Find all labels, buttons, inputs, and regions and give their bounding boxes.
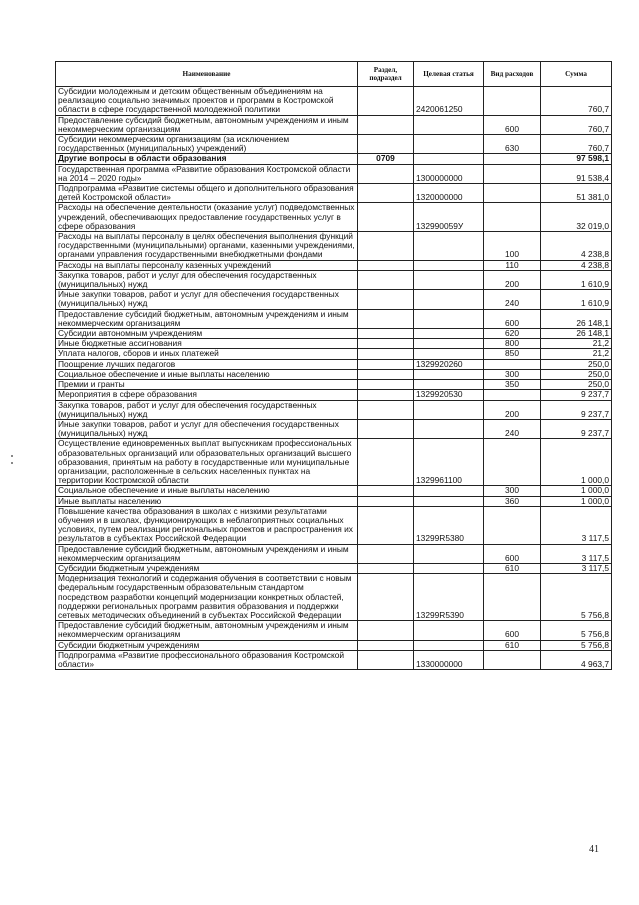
row-expense-type-cell: 800 (484, 339, 541, 349)
row-sum-cell: 4 238,8 (541, 232, 612, 261)
row-article-cell (414, 290, 484, 309)
table-row (56, 184, 612, 203)
row-expense-type-cell: 630 (484, 135, 541, 154)
row-section-cell (358, 164, 414, 183)
row-expense-type-cell (484, 87, 541, 116)
row-name-cell: Социальное обеспечение и иные выплаты населению (56, 369, 358, 379)
row-expense-type-cell: 240 (484, 290, 541, 309)
budget-table (55, 61, 612, 670)
row-name-cell: Иные бюджетные ассигнования (56, 339, 358, 349)
row-section-cell (358, 486, 414, 496)
row-expense-type-cell (484, 506, 541, 544)
row-sum-cell: 1 000,0 (541, 486, 612, 496)
row-article-cell (414, 621, 484, 640)
row-section-cell (358, 496, 414, 506)
table-row (56, 115, 612, 134)
row-name-cell: Иные выплаты населению (56, 496, 358, 506)
row-name-cell: Уплата налогов, сборов и иных платежей (56, 349, 358, 359)
row-name-cell: Иные закупки товаров, работ и услуг для обеспечения государственных (муниципальных) нужд (56, 290, 358, 309)
row-name-cell: Закупка товаров, работ и услуг для обеспечения государственных (муниципальных) нужд (56, 400, 358, 419)
budget-table-container (55, 61, 611, 670)
row-expense-type-cell: 240 (484, 419, 541, 438)
row-name-cell: Социальное обеспечение и иные выплаты населению (56, 486, 358, 496)
row-sum-cell: 51 381,0 (541, 184, 612, 203)
row-article-cell (414, 349, 484, 359)
row-expense-type-cell: 610 (484, 563, 541, 573)
row-expense-type-cell (484, 154, 541, 164)
row-section-cell (358, 544, 414, 563)
row-name-cell: Предоставление субсидий бюджетным, автономным учреждениям и иным некоммерческим организациям (56, 115, 358, 134)
row-name-cell: Государственная программа «Развитие образования Костромской области на 2014 – 2020 годы» (56, 164, 358, 183)
row-section-cell (358, 369, 414, 379)
row-sum-cell: 91 538,4 (541, 164, 612, 183)
page-number: 41 (589, 844, 599, 855)
table-row (56, 260, 612, 270)
row-sum-cell: 5 756,8 (541, 574, 612, 621)
row-sum-cell: 760,7 (541, 87, 612, 116)
table-row (56, 486, 612, 496)
table-row (56, 400, 612, 419)
row-section-cell (358, 329, 414, 339)
row-name-cell: Осуществление единовременных выплат выпускникам профессиональных образовательных организаций или образовательных организаций высшего образования, принятым на работу в государственные или муниципальные организации, расположенные в сельских населенных пунктах на территории Костромской области (56, 439, 358, 486)
row-article-cell: 132990059У (414, 203, 484, 232)
row-expense-type-cell (484, 650, 541, 669)
column-header-article: Целевая статья (414, 62, 484, 87)
row-article-cell (414, 115, 484, 134)
row-article-cell: 1300000000 (414, 164, 484, 183)
row-name-cell: Закупка товаров, работ и услуг для обеспечения государственных (муниципальных) нужд (56, 270, 358, 289)
row-expense-type-cell: 200 (484, 270, 541, 289)
column-header-section: Раздел, подраздел (358, 62, 414, 87)
table-row (56, 309, 612, 328)
row-article-cell (414, 369, 484, 379)
row-article-cell (414, 270, 484, 289)
row-section-cell (358, 232, 414, 261)
row-sum-cell: 1 000,0 (541, 496, 612, 506)
row-expense-type-cell: 110 (484, 260, 541, 270)
row-name-cell: Предоставление субсидий бюджетным, автономным учреждениям и иным некоммерческим организациям (56, 544, 358, 563)
row-section-cell (358, 309, 414, 328)
row-sum-cell: 3 117,5 (541, 506, 612, 544)
row-name-cell: Субсидии молодежным и детским общественным объединениям на реализацию социально значимых проектов и программ в Костромской области в сфере государственной молодежной политики (56, 87, 358, 116)
row-article-cell (414, 154, 484, 164)
row-sum-cell: 97 598,1 (541, 154, 612, 164)
row-section-cell (358, 400, 414, 419)
row-section-cell (358, 650, 414, 669)
row-sum-cell: 1 610,9 (541, 270, 612, 289)
row-article-cell (414, 329, 484, 339)
row-sum-cell: 250,0 (541, 369, 612, 379)
row-name-cell: Субсидии некоммерческим организациям (за исключением государственных (муниципальных) учреждений) (56, 135, 358, 154)
table-row (56, 154, 612, 164)
row-name-cell: Другие вопросы в области образования (56, 154, 358, 164)
row-name-cell: Расходы на обеспечение деятельности (оказание услуг) подведомственных учреждений, обеспечивающих предоставление государственных услуг в сфере образования (56, 203, 358, 232)
row-section-cell (358, 339, 414, 349)
row-name-cell: Подпрограмма «Развитие системы общего и дополнительного образования детей Костромской области» (56, 184, 358, 203)
row-name-cell: Расходы на выплаты персоналу казенных учреждений (56, 260, 358, 270)
row-article-cell: 1330000000 (414, 650, 484, 669)
row-name-cell: Подпрограмма «Развитие профессионального образования Костромской области» (56, 650, 358, 669)
margin-speck (11, 455, 13, 457)
row-article-cell (414, 544, 484, 563)
row-name-cell: Расходы на выплаты персоналу в целях обеспечения выполнения функций государственными (муниципальными) органами, казенными учреждениями, органами управления государственными внебюджетными фондами (56, 232, 358, 261)
table-row (56, 380, 612, 390)
table-row (56, 359, 612, 369)
row-expense-type-cell: 850 (484, 349, 541, 359)
row-expense-type-cell: 620 (484, 329, 541, 339)
row-article-cell (414, 419, 484, 438)
row-section-cell (358, 563, 414, 573)
row-sum-cell: 3 117,5 (541, 563, 612, 573)
table-row (56, 506, 612, 544)
row-article-cell (414, 496, 484, 506)
table-row (56, 349, 612, 359)
row-article-cell (414, 135, 484, 154)
row-expense-type-cell (484, 574, 541, 621)
row-section-cell (358, 260, 414, 270)
table-row (56, 232, 612, 261)
table-row (56, 650, 612, 669)
row-name-cell: Премии и гранты (56, 380, 358, 390)
row-sum-cell: 9 237,7 (541, 390, 612, 400)
row-article-cell: 1329961100 (414, 439, 484, 486)
row-sum-cell: 250,0 (541, 359, 612, 369)
table-row (56, 339, 612, 349)
row-expense-type-cell: 100 (484, 232, 541, 261)
table-row (56, 574, 612, 621)
table-row (56, 419, 612, 438)
row-sum-cell: 4 238,8 (541, 260, 612, 270)
table-row (56, 290, 612, 309)
row-expense-type-cell (484, 359, 541, 369)
row-section-cell (358, 203, 414, 232)
row-sum-cell: 760,7 (541, 135, 612, 154)
table-row (56, 164, 612, 183)
row-article-cell: 1329920260 (414, 359, 484, 369)
row-section-cell (358, 135, 414, 154)
table-body (56, 87, 612, 670)
row-expense-type-cell: 610 (484, 640, 541, 650)
row-sum-cell: 21,2 (541, 339, 612, 349)
row-section-cell (358, 506, 414, 544)
row-section-cell (358, 621, 414, 640)
table-row (56, 640, 612, 650)
row-name-cell: Субсидии бюджетным учреждениям (56, 563, 358, 573)
row-expense-type-cell: 600 (484, 309, 541, 328)
table-row (56, 563, 612, 573)
row-sum-cell: 5 756,8 (541, 621, 612, 640)
row-expense-type-cell: 200 (484, 400, 541, 419)
row-sum-cell: 1 000,0 (541, 439, 612, 486)
table-row (56, 544, 612, 563)
table-row (56, 369, 612, 379)
row-expense-type-cell: 300 (484, 369, 541, 379)
row-article-cell: 1320000000 (414, 184, 484, 203)
row-section-cell (358, 115, 414, 134)
row-expense-type-cell: 600 (484, 544, 541, 563)
row-name-cell: Поощрение лучших педагогов (56, 359, 358, 369)
row-expense-type-cell: 300 (484, 486, 541, 496)
row-section-cell (358, 380, 414, 390)
row-sum-cell: 3 117,5 (541, 544, 612, 563)
row-article-cell: 13299R5380 (414, 506, 484, 544)
row-section-cell (358, 184, 414, 203)
row-article-cell (414, 260, 484, 270)
row-article-cell (414, 563, 484, 573)
row-expense-type-cell: 600 (484, 115, 541, 134)
row-section-cell (358, 640, 414, 650)
row-article-cell: 2420061250 (414, 87, 484, 116)
row-sum-cell: 1 610,9 (541, 290, 612, 309)
table-row (56, 87, 612, 116)
row-sum-cell: 21,2 (541, 349, 612, 359)
row-section-cell (358, 270, 414, 289)
row-section-cell (358, 349, 414, 359)
row-section-cell (358, 574, 414, 621)
row-article-cell (414, 486, 484, 496)
row-article-cell (414, 380, 484, 390)
column-header-sum: Сумма (541, 62, 612, 87)
table-row (56, 135, 612, 154)
row-expense-type-cell: 600 (484, 621, 541, 640)
row-expense-type-cell (484, 203, 541, 232)
column-header-name: Наименование (56, 62, 358, 87)
row-section-cell (358, 439, 414, 486)
row-sum-cell: 9 237,7 (541, 419, 612, 438)
row-article-cell (414, 640, 484, 650)
table-row (56, 621, 612, 640)
row-expense-type-cell (484, 390, 541, 400)
row-sum-cell: 9 237,7 (541, 400, 612, 419)
row-sum-cell: 4 963,7 (541, 650, 612, 669)
table-row (56, 203, 612, 232)
row-expense-type-cell (484, 439, 541, 486)
row-expense-type-cell: 350 (484, 380, 541, 390)
row-name-cell: Повышение качества образования в школах с низкими результатами обучения и в школах, функционирующих в неблагоприятных социальных условиях, путем реализации региональных проектов и распространения их результатов в субъектах Российской Федерации (56, 506, 358, 544)
row-article-cell (414, 309, 484, 328)
row-expense-type-cell (484, 184, 541, 203)
row-sum-cell: 760,7 (541, 115, 612, 134)
row-sum-cell: 26 148,1 (541, 329, 612, 339)
column-header-expense-type: Вид расходов (484, 62, 541, 87)
table-row (56, 390, 612, 400)
row-article-cell (414, 400, 484, 419)
table-header-row (56, 62, 612, 87)
row-section-cell (358, 290, 414, 309)
row-name-cell: Предоставление субсидий бюджетным, автономным учреждениям и иным некоммерческим организациям (56, 621, 358, 640)
row-expense-type-cell (484, 164, 541, 183)
row-name-cell: Модернизация технологий и содержания обучения в соответствии с новым федеральным государственным образовательным стандартом посредством разработки концепций модернизации конкретных областей, поддержки региональных программ развития образования и поддержки сетевых методических объединений в субъектах Российской Федерации (56, 574, 358, 621)
table-row (56, 496, 612, 506)
row-name-cell: Мероприятия в сфере образования (56, 390, 358, 400)
row-sum-cell: 5 756,8 (541, 640, 612, 650)
row-name-cell: Субсидии бюджетным учреждениям (56, 640, 358, 650)
row-sum-cell: 32 019,0 (541, 203, 612, 232)
row-section-cell (358, 419, 414, 438)
margin-speck (11, 462, 13, 464)
row-section-cell (358, 359, 414, 369)
row-sum-cell: 26 148,1 (541, 309, 612, 328)
row-name-cell: Предоставление субсидий бюджетным, автономным учреждениям и иным некоммерческим организациям (56, 309, 358, 328)
row-article-cell (414, 339, 484, 349)
row-section-cell (358, 87, 414, 116)
row-name-cell: Субсидии автономным учреждениям (56, 329, 358, 339)
row-section-cell (358, 390, 414, 400)
table-row (56, 270, 612, 289)
row-name-cell: Иные закупки товаров, работ и услуг для обеспечения государственных (муниципальных) нужд (56, 419, 358, 438)
row-expense-type-cell: 360 (484, 496, 541, 506)
table-row (56, 329, 612, 339)
row-article-cell: 13299R5390 (414, 574, 484, 621)
row-section-cell: 0709 (358, 154, 414, 164)
row-article-cell (414, 232, 484, 261)
row-article-cell: 1329920530 (414, 390, 484, 400)
table-row (56, 439, 612, 486)
row-sum-cell: 250,0 (541, 380, 612, 390)
